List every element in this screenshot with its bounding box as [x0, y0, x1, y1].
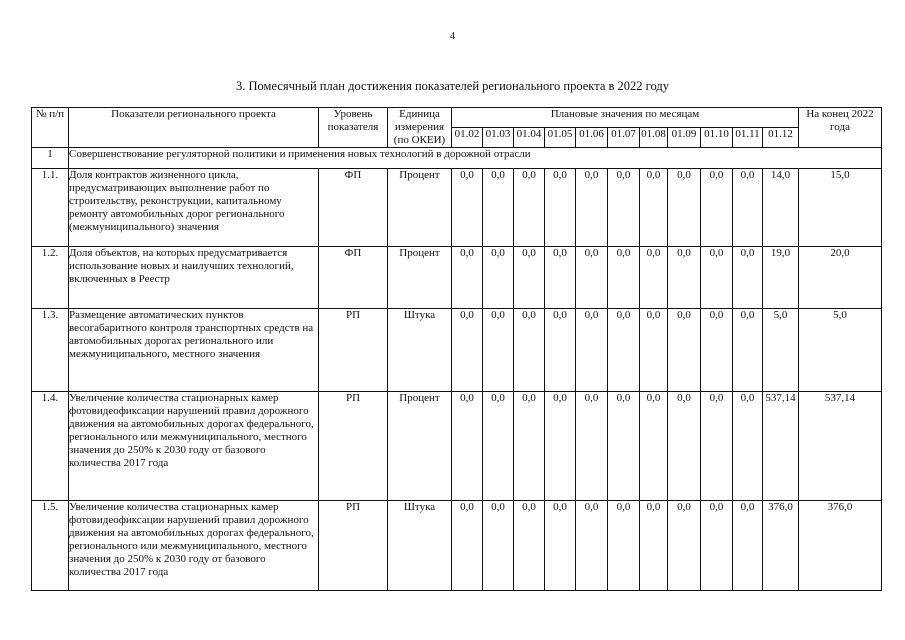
table-row: [32, 247, 882, 309]
monthly-value: 5,0: [763, 309, 799, 392]
monthly-value: 0,0: [545, 501, 576, 591]
indicator-unit: Штука: [388, 309, 452, 392]
header-unit-line3: (по ОКЕИ): [393, 134, 446, 146]
monthly-value: 0,0: [576, 247, 608, 309]
table-row: [32, 392, 882, 501]
monthly-value: 0,0: [733, 501, 763, 591]
header-month: 01.12: [763, 128, 799, 148]
indicator-level: РП: [319, 501, 388, 591]
table-row: [32, 169, 882, 247]
header-month: 01.11: [733, 128, 763, 148]
monthly-value: 0,0: [668, 169, 701, 247]
header-month: 01.02: [452, 128, 483, 148]
year-end-value: 5,0: [799, 309, 882, 392]
header-month: 01.08: [640, 128, 668, 148]
header-month: 01.03: [483, 128, 514, 148]
monthly-value: 0,0: [576, 392, 608, 501]
monthly-value: 0,0: [576, 501, 608, 591]
header-month: 01.06: [576, 128, 608, 148]
monthly-value: 0,0: [608, 169, 640, 247]
header-year-end-line1: На конец 2022: [806, 108, 874, 120]
header-level: [319, 108, 388, 148]
monthly-value: 0,0: [668, 247, 701, 309]
header-year-end-line2: года: [830, 121, 850, 133]
indicator-level: РП: [319, 309, 388, 392]
monthly-value: 0,0: [452, 501, 483, 591]
header-unit-line2: измерения: [394, 121, 445, 133]
header-unit: [388, 108, 452, 148]
header-unit-line1: Единица: [399, 108, 440, 120]
monthly-value: 19,0: [763, 247, 799, 309]
monthly-value: 0,0: [514, 169, 545, 247]
indicator-unit: Штука: [388, 501, 452, 591]
monthly-value: 0,0: [545, 392, 576, 501]
table-row: [32, 501, 882, 591]
monthly-value: 0,0: [608, 309, 640, 392]
row-number: 1.3.: [32, 309, 69, 392]
monthly-value: 14,0: [763, 169, 799, 247]
section-number: 1: [32, 148, 69, 169]
row-number: 1.4.: [32, 392, 69, 501]
row-number: 1.5.: [32, 501, 69, 591]
indicator-level: ФП: [319, 169, 388, 247]
indicator-unit: Процент: [388, 247, 452, 309]
monthly-value: 0,0: [701, 247, 733, 309]
page-number: 4: [450, 31, 455, 42]
year-end-value: 537,14: [799, 392, 882, 501]
monthly-value: 0,0: [733, 247, 763, 309]
monthly-value: 0,0: [668, 309, 701, 392]
header-num: № п/п: [32, 108, 69, 148]
monthly-value: 0,0: [452, 392, 483, 501]
monthly-value: 0,0: [640, 169, 668, 247]
monthly-value: 0,0: [483, 247, 514, 309]
indicator-unit: Процент: [388, 169, 452, 247]
table-header: [32, 108, 882, 148]
monthly-value: 0,0: [640, 309, 668, 392]
indicator-level: РП: [319, 392, 388, 501]
monthly-value: 0,0: [576, 169, 608, 247]
monthly-value: 0,0: [483, 501, 514, 591]
header-level-line2: показателя: [327, 121, 379, 133]
monthly-value: 0,0: [701, 392, 733, 501]
monthly-value: 0,0: [483, 309, 514, 392]
indicator-unit: Процент: [388, 392, 452, 501]
monthly-value: 537,14: [763, 392, 799, 501]
header-month: 01.04: [514, 128, 545, 148]
header-level-line1: Уровень: [333, 108, 373, 120]
monthly-value: 0,0: [608, 247, 640, 309]
monthly-value: 0,0: [733, 169, 763, 247]
monthly-value: 0,0: [514, 501, 545, 591]
monthly-value: 0,0: [452, 309, 483, 392]
monthly-value: 0,0: [668, 392, 701, 501]
row-number: 1.2.: [32, 247, 69, 309]
monthly-value: 0,0: [514, 309, 545, 392]
monthly-value: 0,0: [701, 501, 733, 591]
monthly-value: 0,0: [545, 247, 576, 309]
monthly-value: 0,0: [545, 169, 576, 247]
monthly-value: 0,0: [483, 392, 514, 501]
header-month: 01.09: [668, 128, 701, 148]
indicator-name: Размещение автоматических пунктов весогабаритного контроля транспортных средств на автомобильных дорогах регионального или межмуниципального, местного значения: [69, 309, 319, 392]
monthly-value: 0,0: [701, 309, 733, 392]
monthly-value: 0,0: [733, 309, 763, 392]
monthly-value: 0,0: [608, 392, 640, 501]
monthly-value: 0,0: [452, 169, 483, 247]
year-end-value: 15,0: [799, 169, 882, 247]
monthly-value: 0,0: [452, 247, 483, 309]
monthly-value: 0,0: [514, 247, 545, 309]
indicator-name: Увеличение количества стационарных камер фотовидеофиксации нарушений правил дорожного движения на автомобильных дорогах федерального, регионального или межмуниципального, местного значения до 250% к 2030 году от базового количества 2017 года: [69, 392, 319, 501]
monthly-value: 0,0: [668, 501, 701, 591]
header-months: Плановые значения по месяцам: [452, 108, 799, 128]
monthly-value: 0,0: [733, 392, 763, 501]
header-month: 01.07: [608, 128, 640, 148]
monthly-value: 0,0: [640, 392, 668, 501]
monthly-value: 0,0: [640, 501, 668, 591]
indicator-level: ФП: [319, 247, 388, 309]
header-indicator: Показатели регионального проекта: [69, 108, 319, 148]
monthly-value: 376,0: [763, 501, 799, 591]
section-title: Совершенствование регуляторной политики и применения новых технологий в дорожной отрасли: [69, 148, 882, 169]
year-end-value: 376,0: [799, 501, 882, 591]
monthly-value: 0,0: [483, 169, 514, 247]
table-row: [32, 309, 882, 392]
monthly-plan-table: [31, 107, 882, 591]
header-month: 01.05: [545, 128, 576, 148]
section-row: [32, 148, 882, 169]
indicator-rows: [32, 169, 882, 591]
monthly-value: 0,0: [545, 309, 576, 392]
monthly-value: 0,0: [514, 392, 545, 501]
row-number: 1.1.: [32, 169, 69, 247]
monthly-value: 0,0: [608, 501, 640, 591]
indicator-name: Доля объектов, на которых предусматривается использование новых и наилучших технологий, включенных в Реестр: [69, 247, 319, 309]
indicator-name: Доля контрактов жизненного цикла, предусматривающих выполнение работ по строительству, реконструкции, капитальному ремонту автомобильных дорог регионального (межмуниципального) значения: [69, 169, 319, 247]
header-month: 01.10: [701, 128, 733, 148]
monthly-value: 0,0: [701, 169, 733, 247]
header-year-end: [799, 108, 882, 148]
year-end-value: 20,0: [799, 247, 882, 309]
monthly-value: 0,0: [576, 309, 608, 392]
monthly-value: 0,0: [640, 247, 668, 309]
page-title: 3. Помесячный план достижения показателей регионального проекта в 2022 году: [236, 79, 669, 93]
indicator-name: Увеличение количества стационарных камер фотовидеофиксации нарушений правил дорожного движения на автомобильных дорогах федерального, регионального или межмуниципального, местного значения до 250% к 2030 году от базового количества 2017 года: [69, 501, 319, 591]
